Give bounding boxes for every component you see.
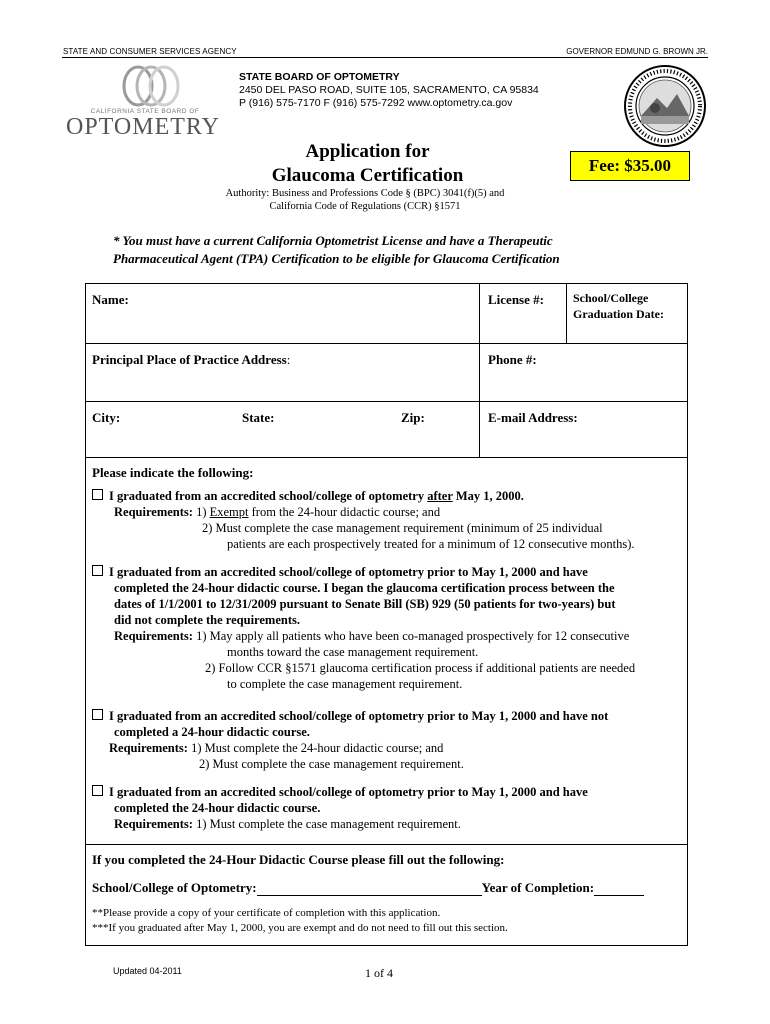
column-divider bbox=[479, 284, 480, 457]
checkbox-option-2[interactable] bbox=[92, 565, 103, 576]
board-contact: P (916) 575-7170 F (916) 575-7292 www.optometry.ca.gov bbox=[239, 97, 513, 109]
year-label: Year of Completion: bbox=[481, 880, 595, 895]
requirements-label: Requirements: bbox=[114, 817, 193, 831]
didactic-heading: If you completed the 24-Hour Didactic Course please fill out the following: bbox=[92, 852, 505, 867]
row-divider bbox=[86, 457, 687, 458]
agency-header: STATE AND CONSUMER SERVICES AGENCY bbox=[63, 47, 237, 56]
didactic-completion-row bbox=[92, 880, 684, 896]
board-name: STATE BOARD OF OPTOMETRY bbox=[239, 71, 400, 83]
requirements-label: Requirements: bbox=[114, 505, 193, 519]
header-divider bbox=[62, 57, 708, 58]
year-input-line[interactable] bbox=[594, 881, 644, 896]
practice-address-colon: : bbox=[286, 352, 291, 367]
fee-badge: Fee: $35.00 bbox=[570, 151, 690, 181]
option-began-under-sb929[interactable] bbox=[92, 564, 684, 692]
column-divider bbox=[566, 284, 567, 343]
option-2-line-1: I graduated from an accredited school/college of optometry prior to May 1, 2000 and have bbox=[109, 565, 588, 579]
option-2-req-1: 1) May apply all patients who have been co-managed prospectively for 12 consecutive bbox=[192, 629, 630, 643]
option-graduated-after-2000[interactable] bbox=[92, 488, 684, 552]
logo-subtitle: CALIFORNIA STATE BOARD OF bbox=[90, 108, 200, 115]
governor-header: GOVERNOR EDMUND G. BROWN JR. bbox=[566, 47, 708, 56]
option-3-line-2: completed a 24-hour didactic course. bbox=[114, 725, 310, 739]
option-2-req-2: 2) Follow CCR §1571 glaucoma certification process if additional patients are needed bbox=[205, 661, 636, 675]
option-1-text-a: I graduated from an accredited school/college of optometry bbox=[109, 489, 428, 503]
school-label: School/College of Optometry: bbox=[92, 880, 257, 895]
interlocking-rings-icon bbox=[116, 64, 186, 108]
page-number: 1 of 4 bbox=[365, 966, 393, 980]
options-heading: Please indicate the following: bbox=[92, 465, 254, 480]
option-2-req-1-cont: months toward the case management requirement. bbox=[227, 645, 479, 659]
option-2-line-4: did not complete the requirements. bbox=[114, 613, 300, 627]
phone-field[interactable]: Phone #: bbox=[488, 352, 537, 367]
eligibility-line-2: Pharmaceutical Agent (TPA) Certification to be eligible for Glaucoma Certification bbox=[113, 251, 560, 266]
license-field[interactable]: License #: bbox=[488, 292, 544, 307]
state-seal-icon bbox=[623, 64, 707, 148]
board-logo bbox=[66, 64, 218, 138]
title-line-1: Application for bbox=[305, 141, 430, 162]
option-2-req-2-cont: to complete the case management requirement. bbox=[227, 677, 463, 691]
option-2-line-2: completed the 24-hour didactic course. I began the glaucoma certification process between the bbox=[114, 581, 615, 595]
row-divider bbox=[86, 844, 687, 845]
graduation-date-label-1: School/College bbox=[573, 291, 649, 305]
email-field[interactable]: E-mail Address: bbox=[488, 410, 578, 425]
option-3-req-1: 1) Must complete the 24-hour didactic course; and bbox=[187, 741, 444, 755]
requirements-label: Requirements: bbox=[114, 629, 193, 643]
requirements-label: Requirements: bbox=[109, 741, 188, 755]
option-4-line-1: I graduated from an accredited school/college of optometry prior to May 1, 2000 and have bbox=[109, 785, 588, 799]
row-divider bbox=[86, 343, 687, 344]
certificate-note: **Please provide a copy of your certificate of completion with this application. bbox=[92, 907, 441, 919]
checkbox-option-1[interactable] bbox=[92, 489, 103, 500]
option-4-line-2: completed the 24-hour didactic course. bbox=[114, 801, 321, 815]
option-2-line-3: dates of 1/1/2001 to 12/31/2009 pursuant to Senate Bill (SB) 929 (50 patients for two-years) but bbox=[114, 597, 616, 611]
option-1-req-2-cont: patients are each prospectively treated for a minimum of 12 consecutive months). bbox=[227, 537, 635, 551]
option-1-req-1: from the 24-hour didactic course; and bbox=[248, 505, 441, 519]
authority-line-2: California Code of Regulations (CCR) §1571 bbox=[269, 201, 461, 212]
option-3-line-1: I graduated from an accredited school/college of optometry prior to May 1, 2000 and have not bbox=[109, 709, 609, 723]
option-1-text-b: May 1, 2000. bbox=[452, 489, 524, 503]
eligibility-line-1: * You must have a current California Optometrist License and have a Therapeutic bbox=[113, 233, 553, 248]
practice-address-field[interactable] bbox=[92, 352, 290, 368]
school-input-line[interactable] bbox=[257, 881, 482, 896]
application-form bbox=[85, 283, 688, 946]
zip-field[interactable]: Zip: bbox=[401, 410, 425, 425]
page-title bbox=[200, 140, 535, 188]
authority-line-1: Authority: Business and Professions Code § (BPC) 3041(f)(5) and bbox=[225, 188, 505, 199]
option-1-req-2: 2) Must complete the case management requirement (minimum of 25 individual bbox=[202, 521, 603, 535]
revision-date: Updated 04-2011 bbox=[113, 966, 182, 976]
exempt-note: ***If you graduated after May 1, 2000, you are exempt and do not need to fill out this section. bbox=[92, 922, 508, 934]
eligibility-notice bbox=[113, 232, 693, 268]
graduation-date-field[interactable] bbox=[573, 290, 664, 322]
option-1-req-prefix: 1) bbox=[192, 505, 210, 519]
option-3-req-2: 2) Must complete the case management requirement. bbox=[199, 757, 464, 771]
checkbox-option-3[interactable] bbox=[92, 709, 103, 720]
option-completed-didactic[interactable] bbox=[92, 784, 684, 832]
state-field[interactable]: State: bbox=[242, 410, 275, 425]
option-1-underlined: after bbox=[427, 489, 453, 503]
option-1-exempt: Exempt bbox=[209, 505, 249, 519]
graduation-date-label-2: Graduation Date: bbox=[573, 307, 664, 321]
authority-text bbox=[170, 187, 560, 213]
practice-address-label: Principal Place of Practice Address bbox=[92, 352, 287, 367]
row-divider bbox=[86, 401, 687, 402]
logo-wordmark: OPTOMETRY bbox=[66, 114, 220, 140]
city-field[interactable]: City: bbox=[92, 410, 121, 425]
name-field[interactable]: Name: bbox=[92, 292, 129, 307]
title-line-2: Glaucoma Certification bbox=[271, 165, 464, 186]
option-not-completed-didactic[interactable] bbox=[92, 708, 684, 772]
board-info bbox=[239, 71, 539, 110]
option-4-req-1: 1) Must complete the case management requirement. bbox=[192, 817, 461, 831]
board-address: 2450 DEL PASO ROAD, SUITE 105, SACRAMENTO, CA 95834 bbox=[239, 84, 539, 96]
checkbox-option-4[interactable] bbox=[92, 785, 103, 796]
